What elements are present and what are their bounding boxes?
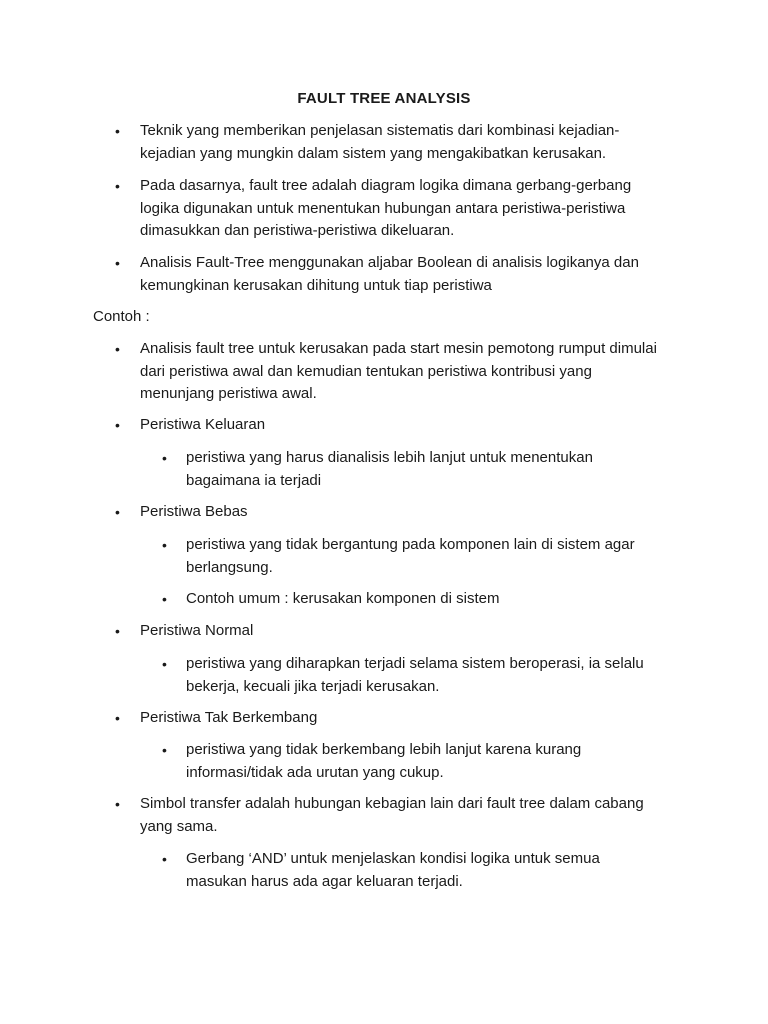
bullet-marker: • bbox=[115, 123, 120, 139]
event-name-tak-berkembang: Peristiwa Tak Berkembang bbox=[140, 709, 318, 726]
intro-bullet-1: Teknik yang memberikan penjelasan sistematis dari kombinasi kejadian-kejadian yang mungkin dalam sistem yang mengakibatkan kerusakan. bbox=[140, 122, 620, 162]
intro-bullet-2: Pada dasarnya, fault tree adalah diagram logika dimana gerbang-gerbang logika digunakan untuk menentukan hubungan antara peristiwa-peristiwa dimasukkan dan peristiwa-peristiwa dikeluaran. bbox=[140, 177, 632, 239]
event-detail-bebas-2: Contoh umum : kerusakan komponen di sistem bbox=[186, 590, 500, 607]
bullet-marker: • bbox=[162, 742, 167, 758]
event-name-keluaran: Peristiwa Keluaran bbox=[140, 416, 266, 433]
intro-bullet-3: Analisis Fault-Tree menggunakan aljabar Boolean di analisis logikanya dan kemungkinan kerusakan dihitung untuk tiap peristiwa bbox=[140, 254, 639, 294]
bullet-marker: • bbox=[115, 710, 120, 726]
bullet-marker: • bbox=[115, 341, 120, 357]
bullet-marker: • bbox=[162, 656, 167, 672]
bullet-marker: • bbox=[115, 178, 120, 194]
event-detail-bebas-1: peristiwa yang tidak bergantung pada komponen lain di sistem agar berlangsung. bbox=[186, 536, 635, 576]
transfer-bullet: Simbol transfer adalah hubungan kebagian lain dari fault tree dalam cabang yang sama. bbox=[140, 795, 644, 835]
bullet-marker: • bbox=[162, 450, 167, 466]
and-gate-bullet: Gerbang ‘AND’ untuk menjelaskan kondisi logika untuk semua masukan harus ada agar keluaran terjadi. bbox=[186, 850, 600, 890]
event-detail-tak-berkembang: peristiwa yang tidak berkembang lebih lanjut karena kurang informasi/tidak ada urutan yang cukup. bbox=[186, 741, 582, 781]
bullet-marker: • bbox=[162, 537, 167, 553]
bullet-marker: • bbox=[115, 796, 120, 812]
event-detail-normal: peristiwa yang diharapkan terjadi selama sistem beroperasi, ia selalu bekerja, kecuali jika terjadi kerusakan. bbox=[186, 655, 644, 695]
bullet-marker: • bbox=[115, 255, 120, 271]
bullet-marker: • bbox=[115, 417, 120, 433]
page-title: FAULT TREE ANALYSIS bbox=[297, 90, 471, 107]
bullet-marker: • bbox=[162, 591, 167, 607]
bullet-marker: • bbox=[115, 504, 120, 520]
event-detail-keluaran: peristiwa yang harus dianalisis lebih lanjut untuk menentukan bagaimana ia terjadi bbox=[186, 449, 593, 489]
bullet-marker: • bbox=[115, 623, 120, 639]
event-name-bebas: Peristiwa Bebas bbox=[140, 503, 248, 520]
bullet-marker: • bbox=[162, 851, 167, 867]
contoh-label: Contoh : bbox=[93, 308, 150, 325]
event-name-normal: Peristiwa Normal bbox=[140, 622, 254, 639]
example-bullet: Analisis fault tree untuk kerusakan pada start mesin pemotong rumput dimulai dari peristiwa awal dan kemudian tentukan peristiwa kontribusi yang menunjang peristiwa awal. bbox=[140, 340, 657, 402]
